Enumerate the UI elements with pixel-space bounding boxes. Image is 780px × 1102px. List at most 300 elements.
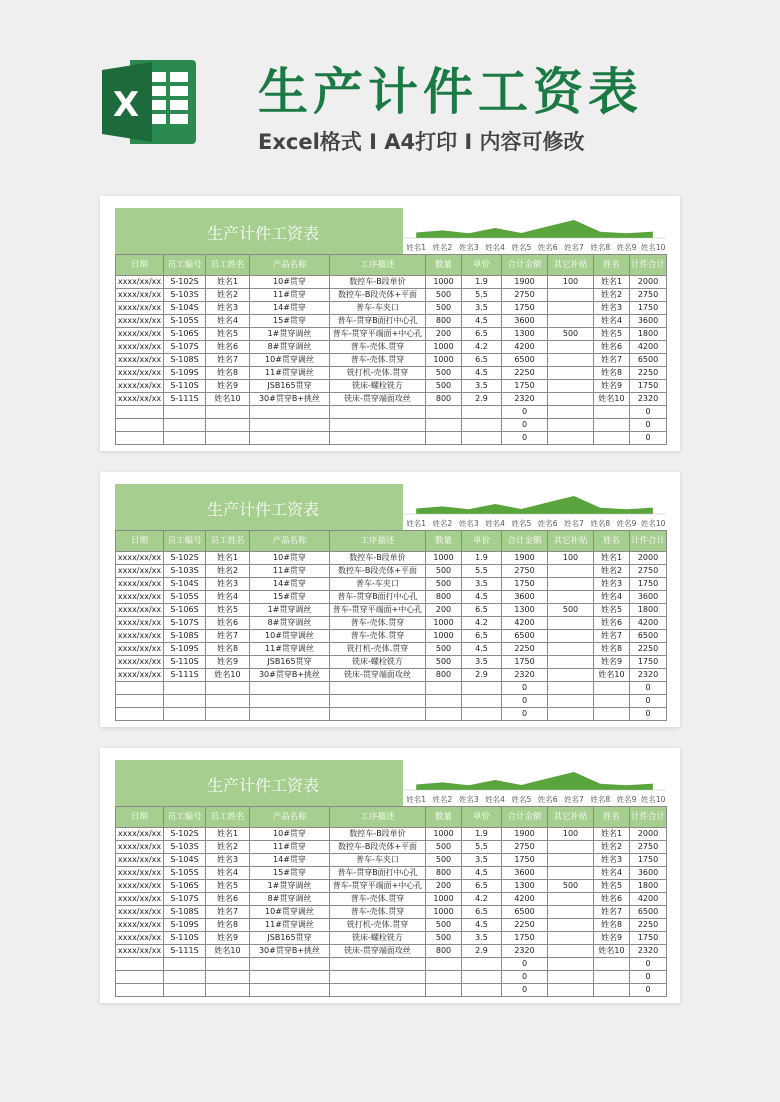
table-cell[interactable]: 姓名5 (206, 604, 250, 617)
table-cell[interactable]: 普车-壳体.贯穿 (330, 341, 426, 354)
table-cell[interactable]: 姓名6 (206, 893, 250, 906)
table-cell[interactable] (206, 682, 250, 695)
table-cell[interactable] (548, 841, 594, 854)
table-cell[interactable]: 4.5 (462, 643, 502, 656)
table-cell[interactable]: 2750 (502, 565, 548, 578)
table-cell[interactable] (426, 971, 462, 984)
table-cell[interactable] (426, 432, 462, 445)
table-cell[interactable] (250, 406, 330, 419)
table-cell[interactable]: xxxx/xx/xx (116, 328, 164, 341)
table-cell[interactable]: 6.5 (462, 630, 502, 643)
table-cell[interactable]: 铣床-贯穿端面攻丝 (330, 669, 426, 682)
table-cell[interactable]: 4200 (630, 617, 667, 630)
table-cell[interactable]: 3.5 (462, 854, 502, 867)
table-cell[interactable]: 3.5 (462, 380, 502, 393)
table-cell[interactable]: xxxx/xx/xx (116, 552, 164, 565)
table-cell[interactable]: 数控车-B段单价 (330, 828, 426, 841)
table-cell[interactable]: 姓名9 (594, 932, 630, 945)
table-cell[interactable]: 1000 (426, 617, 462, 630)
table-cell[interactable]: S-105S (164, 867, 206, 880)
table-cell[interactable]: S-110S (164, 380, 206, 393)
table-cell[interactable]: S-109S (164, 643, 206, 656)
table-cell[interactable]: 姓名2 (594, 841, 630, 854)
table-cell[interactable]: 姓名7 (206, 354, 250, 367)
table-cell[interactable] (548, 854, 594, 867)
table-cell[interactable] (548, 682, 594, 695)
table-cell[interactable]: 普车-壳体.贯穿 (330, 354, 426, 367)
table-cell[interactable]: 10#贯穿调丝 (250, 906, 330, 919)
table-cell[interactable] (164, 406, 206, 419)
table-cell[interactable] (250, 971, 330, 984)
table-cell[interactable]: 普车-车夹口 (330, 302, 426, 315)
table-cell[interactable] (206, 695, 250, 708)
table-cell[interactable]: xxxx/xx/xx (116, 919, 164, 932)
table-cell[interactable] (548, 932, 594, 945)
table-cell[interactable]: 4.5 (462, 591, 502, 604)
table-cell[interactable]: 姓名5 (594, 328, 630, 341)
table-cell[interactable] (116, 984, 164, 997)
table-cell[interactable] (164, 708, 206, 721)
table-cell[interactable]: 普车-贯穿B面打中心孔 (330, 591, 426, 604)
table-cell[interactable] (548, 669, 594, 682)
table-cell[interactable]: xxxx/xx/xx (116, 906, 164, 919)
table-cell[interactable]: 铣床-贯穿端面攻丝 (330, 393, 426, 406)
table-cell[interactable]: 1800 (630, 604, 667, 617)
table-cell[interactable]: S-110S (164, 932, 206, 945)
table-cell[interactable]: 10#贯穿调丝 (250, 630, 330, 643)
table-cell[interactable]: 2320 (630, 945, 667, 958)
table-cell[interactable] (250, 682, 330, 695)
table-cell[interactable]: 500 (426, 380, 462, 393)
table-cell[interactable]: S-102S (164, 276, 206, 289)
table-cell[interactable]: 姓名10 (206, 945, 250, 958)
table-cell[interactable] (116, 682, 164, 695)
table-cell[interactable]: 3600 (630, 867, 667, 880)
table-cell[interactable]: 姓名9 (594, 380, 630, 393)
table-cell[interactable]: 姓名4 (206, 315, 250, 328)
table-cell[interactable]: 姓名3 (594, 854, 630, 867)
table-cell[interactable] (548, 302, 594, 315)
table-cell[interactable]: 姓名5 (206, 328, 250, 341)
table-cell[interactable]: 500 (426, 932, 462, 945)
table-cell[interactable]: 铣床-螺栓铣方 (330, 656, 426, 669)
table-cell[interactable]: 姓名4 (594, 315, 630, 328)
table-cell[interactable]: 500 (426, 578, 462, 591)
table-cell[interactable]: JSB165贯穿 (250, 656, 330, 669)
table-cell[interactable]: 1000 (426, 552, 462, 565)
table-cell[interactable]: 2250 (630, 367, 667, 380)
table-cell[interactable]: 3600 (502, 315, 548, 328)
table-cell[interactable]: 普车-车夹口 (330, 578, 426, 591)
table-cell[interactable]: xxxx/xx/xx (116, 669, 164, 682)
table-cell[interactable]: 1750 (502, 578, 548, 591)
table-cell[interactable]: 姓名6 (594, 893, 630, 906)
table-cell[interactable]: 4.2 (462, 617, 502, 630)
table-cell[interactable]: 2320 (502, 393, 548, 406)
table-cell[interactable] (548, 919, 594, 932)
table-cell[interactable]: 8#贯穿调丝 (250, 893, 330, 906)
table-cell[interactable]: 姓名7 (594, 354, 630, 367)
table-cell[interactable] (206, 984, 250, 997)
table-cell[interactable]: 普车-贯穿平端面+中心孔 (330, 328, 426, 341)
table-cell[interactable]: 2750 (502, 289, 548, 302)
table-cell[interactable]: 6500 (502, 354, 548, 367)
table-cell[interactable]: 姓名6 (206, 617, 250, 630)
table-cell[interactable]: 6.5 (462, 328, 502, 341)
table-cell[interactable]: 2250 (502, 367, 548, 380)
table-cell[interactable]: JSB165贯穿 (250, 932, 330, 945)
table-cell[interactable]: 0 (630, 406, 667, 419)
table-cell[interactable]: 800 (426, 591, 462, 604)
table-cell[interactable]: S-104S (164, 302, 206, 315)
table-cell[interactable]: 姓名4 (594, 591, 630, 604)
table-cell[interactable]: S-103S (164, 289, 206, 302)
table-cell[interactable]: xxxx/xx/xx (116, 565, 164, 578)
table-cell[interactable] (116, 695, 164, 708)
table-cell[interactable]: 姓名8 (594, 919, 630, 932)
table-cell[interactable]: 姓名4 (206, 867, 250, 880)
table-cell[interactable]: 姓名1 (594, 552, 630, 565)
table-cell[interactable]: 3.5 (462, 302, 502, 315)
table-cell[interactable]: xxxx/xx/xx (116, 893, 164, 906)
table-cell[interactable]: 3600 (630, 591, 667, 604)
table-cell[interactable]: xxxx/xx/xx (116, 945, 164, 958)
table-cell[interactable]: xxxx/xx/xx (116, 604, 164, 617)
table-cell[interactable]: 铣床-螺栓铣方 (330, 932, 426, 945)
table-cell[interactable]: 3600 (502, 867, 548, 880)
table-cell[interactable] (548, 341, 594, 354)
table-cell[interactable]: 2250 (502, 919, 548, 932)
table-cell[interactable]: 3600 (630, 315, 667, 328)
table-cell[interactable] (206, 958, 250, 971)
table-cell[interactable]: 6.5 (462, 604, 502, 617)
table-cell[interactable]: xxxx/xx/xx (116, 591, 164, 604)
table-cell[interactable] (116, 971, 164, 984)
table-cell[interactable]: 500 (548, 328, 594, 341)
table-cell[interactable]: 姓名1 (206, 276, 250, 289)
table-cell[interactable] (462, 971, 502, 984)
table-cell[interactable]: 500 (426, 656, 462, 669)
table-cell[interactable]: 姓名8 (594, 643, 630, 656)
table-cell[interactable]: 11#贯穿 (250, 841, 330, 854)
table-cell[interactable]: 普车-壳体.贯穿 (330, 906, 426, 919)
table-cell[interactable]: 0 (502, 682, 548, 695)
table-cell[interactable]: 2250 (630, 919, 667, 932)
table-cell[interactable]: 数控车-B段单价 (330, 276, 426, 289)
table-cell[interactable] (206, 419, 250, 432)
table-cell[interactable] (164, 958, 206, 971)
table-cell[interactable] (594, 958, 630, 971)
table-cell[interactable] (548, 695, 594, 708)
table-cell[interactable]: 0 (502, 958, 548, 971)
table-cell[interactable]: 姓名5 (206, 880, 250, 893)
table-cell[interactable]: 姓名5 (594, 604, 630, 617)
table-cell[interactable]: xxxx/xx/xx (116, 367, 164, 380)
table-cell[interactable]: 2000 (630, 276, 667, 289)
table-cell[interactable] (116, 419, 164, 432)
table-cell[interactable] (548, 893, 594, 906)
table-cell[interactable]: 姓名9 (594, 656, 630, 669)
table-cell[interactable] (250, 432, 330, 445)
table-cell[interactable]: 姓名1 (206, 828, 250, 841)
table-cell[interactable]: 姓名9 (206, 380, 250, 393)
table-cell[interactable]: 800 (426, 393, 462, 406)
table-cell[interactable]: 6500 (630, 906, 667, 919)
table-cell[interactable]: S-111S (164, 393, 206, 406)
table-cell[interactable]: 0 (502, 708, 548, 721)
table-cell[interactable] (548, 617, 594, 630)
table-cell[interactable]: 6.5 (462, 354, 502, 367)
table-cell[interactable]: 2.9 (462, 945, 502, 958)
table-cell[interactable]: 数控车-B段单价 (330, 552, 426, 565)
table-cell[interactable]: 30#贯穿B+挑丝 (250, 945, 330, 958)
table-cell[interactable]: 姓名1 (206, 552, 250, 565)
table-cell[interactable] (116, 708, 164, 721)
table-cell[interactable]: 0 (502, 432, 548, 445)
table-cell[interactable]: 30#贯穿B+挑丝 (250, 393, 330, 406)
table-cell[interactable]: 500 (426, 643, 462, 656)
table-cell[interactable] (548, 419, 594, 432)
table-cell[interactable] (594, 695, 630, 708)
table-cell[interactable]: 0 (502, 984, 548, 997)
table-cell[interactable] (250, 958, 330, 971)
table-cell[interactable]: 14#贯穿 (250, 578, 330, 591)
table-cell[interactable] (548, 432, 594, 445)
table-cell[interactable] (594, 971, 630, 984)
table-cell[interactable]: 铣床-螺栓铣方 (330, 380, 426, 393)
table-cell[interactable]: 500 (548, 880, 594, 893)
table-cell[interactable] (250, 708, 330, 721)
table-cell[interactable]: 姓名7 (594, 906, 630, 919)
table-cell[interactable]: 2320 (502, 945, 548, 958)
table-cell[interactable] (164, 971, 206, 984)
table-cell[interactable] (330, 682, 426, 695)
table-cell[interactable] (462, 682, 502, 695)
table-cell[interactable]: 普车-壳体.贯穿 (330, 617, 426, 630)
table-cell[interactable]: 1800 (630, 328, 667, 341)
table-cell[interactable]: 8#贯穿调丝 (250, 341, 330, 354)
table-cell[interactable]: 4200 (630, 893, 667, 906)
table-cell[interactable] (250, 984, 330, 997)
table-cell[interactable]: 姓名6 (594, 617, 630, 630)
table-cell[interactable]: 5.5 (462, 565, 502, 578)
table-cell[interactable] (426, 984, 462, 997)
table-cell[interactable]: 11#贯穿 (250, 565, 330, 578)
table-cell[interactable]: 姓名6 (594, 341, 630, 354)
table-cell[interactable] (594, 682, 630, 695)
table-cell[interactable] (206, 971, 250, 984)
table-cell[interactable] (594, 708, 630, 721)
table-cell[interactable]: 1750 (502, 932, 548, 945)
table-cell[interactable]: xxxx/xx/xx (116, 354, 164, 367)
table-cell[interactable]: 铣打机-壳体.贯穿 (330, 643, 426, 656)
table-cell[interactable]: xxxx/xx/xx (116, 828, 164, 841)
table-cell[interactable]: S-106S (164, 604, 206, 617)
table-cell[interactable]: xxxx/xx/xx (116, 867, 164, 880)
table-cell[interactable] (548, 354, 594, 367)
table-cell[interactable]: 100 (548, 552, 594, 565)
table-cell[interactable]: 1750 (630, 656, 667, 669)
table-cell[interactable] (116, 406, 164, 419)
table-cell[interactable]: 800 (426, 315, 462, 328)
table-cell[interactable]: S-108S (164, 354, 206, 367)
table-cell[interactable] (164, 432, 206, 445)
table-cell[interactable]: 0 (630, 984, 667, 997)
table-cell[interactable] (462, 406, 502, 419)
table-cell[interactable]: xxxx/xx/xx (116, 289, 164, 302)
table-cell[interactable] (250, 695, 330, 708)
table-cell[interactable] (330, 432, 426, 445)
table-cell[interactable]: 15#贯穿 (250, 315, 330, 328)
table-cell[interactable]: 姓名10 (594, 669, 630, 682)
table-cell[interactable] (594, 984, 630, 997)
table-cell[interactable]: 500 (426, 919, 462, 932)
table-cell[interactable]: 1300 (502, 880, 548, 893)
table-cell[interactable] (548, 867, 594, 880)
table-cell[interactable]: 5.5 (462, 841, 502, 854)
table-cell[interactable]: S-106S (164, 880, 206, 893)
table-cell[interactable]: 500 (426, 289, 462, 302)
table-cell[interactable]: 2000 (630, 828, 667, 841)
table-cell[interactable]: 姓名3 (206, 578, 250, 591)
table-cell[interactable] (330, 708, 426, 721)
table-cell[interactable]: 2000 (630, 552, 667, 565)
table-cell[interactable]: 0 (630, 695, 667, 708)
table-cell[interactable]: xxxx/xx/xx (116, 341, 164, 354)
table-cell[interactable]: 铣打机-壳体.贯穿 (330, 367, 426, 380)
table-cell[interactable]: 2750 (630, 289, 667, 302)
table-cell[interactable] (462, 958, 502, 971)
table-cell[interactable] (462, 432, 502, 445)
table-cell[interactable]: S-103S (164, 841, 206, 854)
table-cell[interactable]: 0 (630, 958, 667, 971)
table-cell[interactable]: 姓名10 (206, 393, 250, 406)
table-cell[interactable] (548, 708, 594, 721)
table-cell[interactable]: 姓名9 (206, 932, 250, 945)
table-cell[interactable]: 11#贯穿调丝 (250, 367, 330, 380)
table-cell[interactable]: 100 (548, 828, 594, 841)
table-cell[interactable]: 800 (426, 945, 462, 958)
table-cell[interactable] (548, 971, 594, 984)
table-cell[interactable]: 100 (548, 276, 594, 289)
table-cell[interactable]: S-105S (164, 315, 206, 328)
table-cell[interactable]: 姓名2 (206, 289, 250, 302)
table-cell[interactable] (116, 958, 164, 971)
table-cell[interactable]: 4200 (630, 341, 667, 354)
table-cell[interactable] (330, 971, 426, 984)
table-cell[interactable]: 200 (426, 328, 462, 341)
table-cell[interactable]: 500 (426, 854, 462, 867)
table-cell[interactable]: 0 (502, 971, 548, 984)
table-cell[interactable]: 1750 (630, 932, 667, 945)
table-cell[interactable] (164, 695, 206, 708)
table-cell[interactable]: 11#贯穿 (250, 289, 330, 302)
table-cell[interactable] (548, 630, 594, 643)
table-cell[interactable]: 姓名2 (594, 289, 630, 302)
table-cell[interactable] (462, 708, 502, 721)
table-cell[interactable]: 1750 (502, 656, 548, 669)
table-cell[interactable] (548, 393, 594, 406)
table-cell[interactable]: S-107S (164, 341, 206, 354)
table-cell[interactable] (164, 984, 206, 997)
table-cell[interactable]: 4200 (502, 617, 548, 630)
table-cell[interactable]: 2320 (502, 669, 548, 682)
table-cell[interactable]: 14#贯穿 (250, 302, 330, 315)
table-cell[interactable]: 姓名8 (206, 919, 250, 932)
table-cell[interactable]: 4.2 (462, 893, 502, 906)
table-cell[interactable] (548, 945, 594, 958)
table-cell[interactable] (330, 419, 426, 432)
table-cell[interactable]: 姓名1 (594, 828, 630, 841)
table-cell[interactable] (330, 695, 426, 708)
table-cell[interactable] (548, 656, 594, 669)
table-cell[interactable]: 铣床-贯穿端面攻丝 (330, 945, 426, 958)
table-cell[interactable]: 1750 (630, 854, 667, 867)
table-cell[interactable]: 姓名10 (594, 393, 630, 406)
table-cell[interactable]: 1#贯穿调丝 (250, 880, 330, 893)
table-cell[interactable]: xxxx/xx/xx (116, 276, 164, 289)
table-cell[interactable]: 2250 (630, 643, 667, 656)
table-cell[interactable]: 姓名10 (206, 669, 250, 682)
table-cell[interactable]: 14#贯穿 (250, 854, 330, 867)
table-cell[interactable]: 5.5 (462, 289, 502, 302)
table-cell[interactable]: 1750 (502, 380, 548, 393)
table-cell[interactable]: S-108S (164, 906, 206, 919)
table-cell[interactable] (594, 406, 630, 419)
table-cell[interactable]: 800 (426, 867, 462, 880)
table-cell[interactable]: 0 (630, 971, 667, 984)
table-cell[interactable]: 0 (630, 432, 667, 445)
table-cell[interactable] (206, 708, 250, 721)
table-cell[interactable]: 普车-贯穿B面打中心孔 (330, 315, 426, 328)
table-cell[interactable]: S-110S (164, 656, 206, 669)
table-cell[interactable]: 1800 (630, 880, 667, 893)
table-cell[interactable] (548, 565, 594, 578)
table-cell[interactable]: 6500 (502, 630, 548, 643)
table-cell[interactable]: 500 (426, 367, 462, 380)
table-cell[interactable]: S-111S (164, 945, 206, 958)
table-cell[interactable] (330, 406, 426, 419)
table-cell[interactable]: xxxx/xx/xx (116, 643, 164, 656)
table-cell[interactable]: 8#贯穿调丝 (250, 617, 330, 630)
table-cell[interactable]: 0 (630, 708, 667, 721)
table-cell[interactable]: 姓名8 (206, 643, 250, 656)
table-cell[interactable]: 11#贯穿调丝 (250, 919, 330, 932)
table-cell[interactable]: 0 (502, 419, 548, 432)
table-cell[interactable]: 4.2 (462, 341, 502, 354)
table-cell[interactable]: 1300 (502, 328, 548, 341)
table-cell[interactable]: 6500 (630, 630, 667, 643)
table-cell[interactable]: S-103S (164, 565, 206, 578)
table-cell[interactable] (548, 578, 594, 591)
table-cell[interactable]: 1000 (426, 906, 462, 919)
table-cell[interactable]: 1000 (426, 276, 462, 289)
table-cell[interactable]: 普车-贯穿B面打中心孔 (330, 867, 426, 880)
table-cell[interactable]: 数控车-B段壳体+平面 (330, 841, 426, 854)
table-cell[interactable]: xxxx/xx/xx (116, 315, 164, 328)
table-cell[interactable]: 2320 (630, 393, 667, 406)
table-cell[interactable]: xxxx/xx/xx (116, 393, 164, 406)
table-cell[interactable] (548, 380, 594, 393)
table-cell[interactable] (116, 432, 164, 445)
table-cell[interactable]: 1750 (630, 578, 667, 591)
table-cell[interactable]: 3600 (502, 591, 548, 604)
table-cell[interactable]: S-111S (164, 669, 206, 682)
table-cell[interactable]: S-107S (164, 617, 206, 630)
table-cell[interactable] (426, 682, 462, 695)
table-cell[interactable]: 500 (426, 841, 462, 854)
table-cell[interactable]: 30#贯穿B+挑丝 (250, 669, 330, 682)
